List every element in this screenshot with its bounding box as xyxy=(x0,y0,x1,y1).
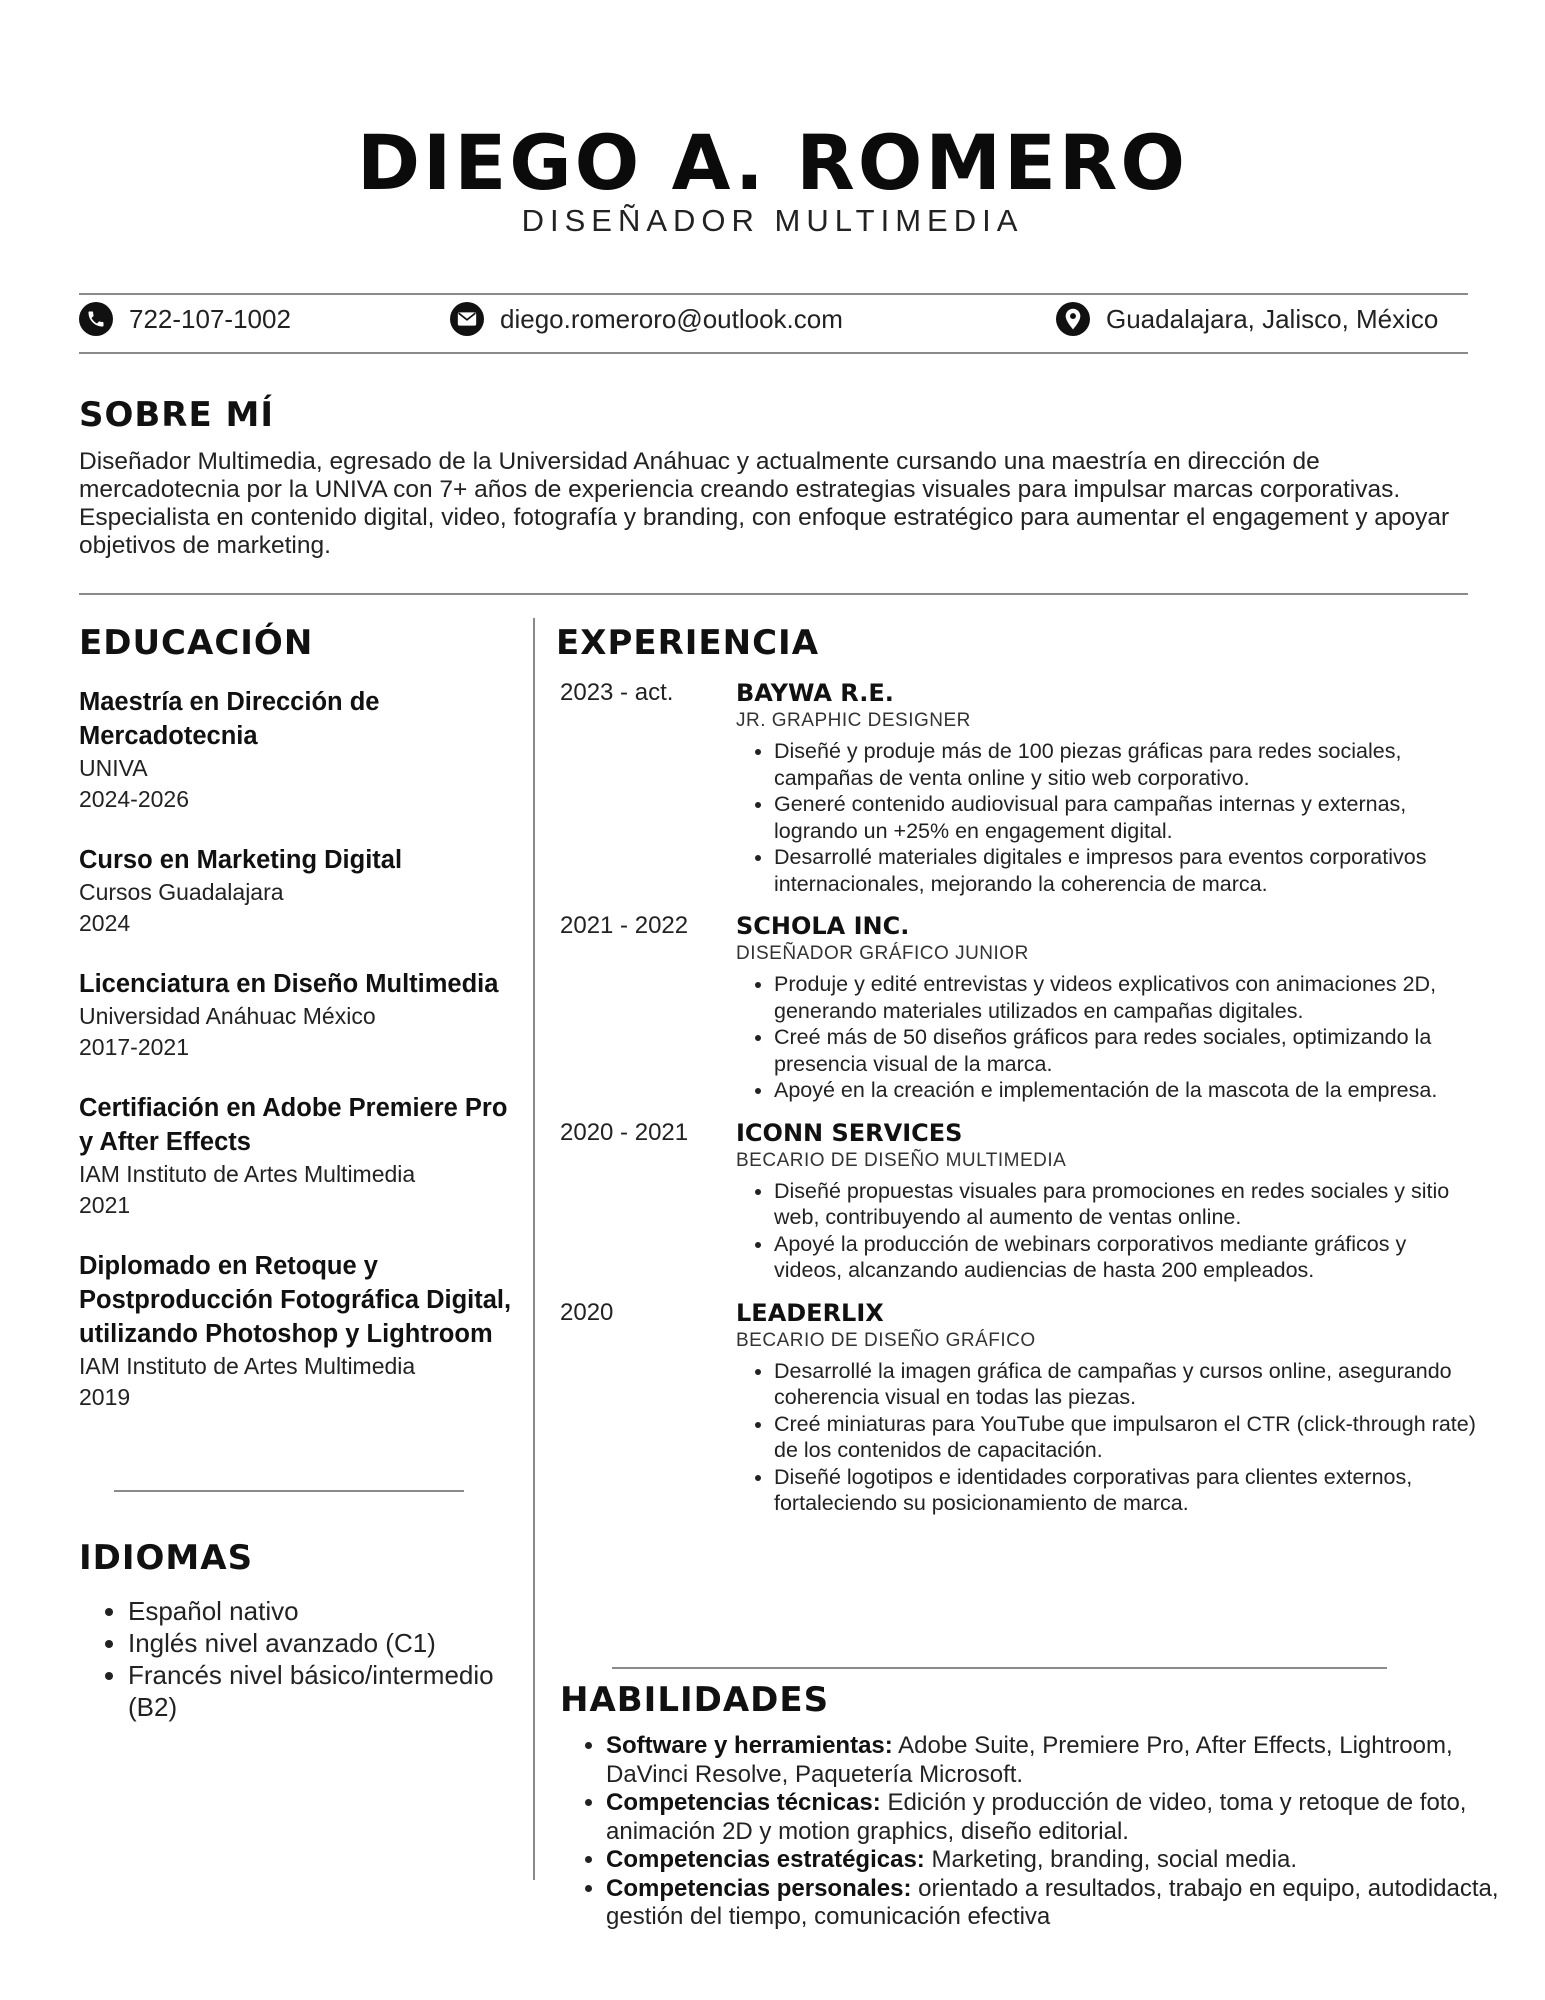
education-item xyxy=(79,967,519,1063)
education-institution: IAM Instituto de Artes Multimedia xyxy=(79,1161,416,1187)
job-bullet: • Generé contenido audiovisual para campañas internas y externas, logrando un +25% en engagement digital. xyxy=(774,791,1480,844)
job-date: 2020 - 2021 xyxy=(560,1118,689,1146)
skill-item xyxy=(606,1846,1506,1875)
experience-list xyxy=(560,678,1480,1531)
job-date: 2021 - 2022 xyxy=(560,912,689,939)
job-date: 2020 xyxy=(560,1298,614,1326)
experience-heading: EXPERIENCIA xyxy=(556,623,820,663)
education-title: Licenciatura en Diseño Multimedia xyxy=(79,970,499,998)
skill-item xyxy=(606,1789,1506,1846)
language-item: • Español nativo xyxy=(128,1595,548,1627)
education-item xyxy=(79,1249,519,1413)
job-company: BAYWA R.E. xyxy=(736,679,894,707)
education-year: 2024 xyxy=(79,910,131,936)
job-bullet: • Diseñé logotipos e identidades corporativas para clientes externos, fortaleciendo su posicionamiento de marca. xyxy=(774,1464,1480,1517)
job-entry xyxy=(560,911,1480,1104)
skill-item xyxy=(606,1875,1506,1932)
job-entry xyxy=(560,1118,1480,1284)
education-item xyxy=(79,843,519,939)
languages-list xyxy=(100,1595,548,1723)
job-role: BECARIO DE DISEÑO MULTIMEDIA xyxy=(736,1149,1067,1171)
skill-label: Competencias técnicas: xyxy=(606,1789,881,1816)
divider-contact xyxy=(79,352,1468,354)
job-date: 2023 - act. xyxy=(560,679,674,706)
about-heading: SOBRE MÍ xyxy=(79,395,275,435)
skill-text: Marketing, branding, social media. xyxy=(924,1846,1297,1873)
education-title: Maestría en Dirección de Mercadotecnia xyxy=(79,688,380,750)
skill-text: orientado a resultados, trabajo en equipo, autodidacta, gestión del tiempo, comunicación efectiva xyxy=(606,1874,1499,1930)
contact-phone xyxy=(79,302,291,336)
job-role: JR. GRAPHIC DESIGNER xyxy=(736,710,971,731)
about-text: Diseñador Multimedia, egresado de la Universidad Anáhuac y actualmente cursando una maestría en dirección de mercadotecnia por la UNIVA con 7+ años de experiencia creando estrategias visuales para impulsar marcas corporativas. Especialista en contenido digital, video, fotografía y branding, con enfoque estratégico para aumentar el engagement y apoyar objetivos de marketing. xyxy=(79,448,1450,559)
candidate-name: DIEGO A. ROMERO xyxy=(356,118,1189,207)
job-bullet: • Desarrollé materiales digitales e impresos para eventos corporativos internacionales, mejorando la coherencia de marca. xyxy=(774,844,1480,897)
job-role: BECARIO DE DISEÑO GRÁFICO xyxy=(736,1329,1036,1351)
location-text: Guadalajara, Jalisco, México xyxy=(1106,303,1439,334)
job-bullet: • Creé más de 50 diseños gráficos para redes sociales, optimizando la presencia visual de la marca. xyxy=(774,1024,1480,1077)
job-company: ICONN SERVICES xyxy=(736,1118,963,1147)
job-company: SCHOLA INC. xyxy=(736,912,910,940)
skill-label: Software y herramientas: xyxy=(606,1732,893,1759)
job-bullets xyxy=(736,738,1480,897)
location-pin-icon xyxy=(1056,302,1090,336)
education-title: Diplomado en Retoque y Postproducción Fotográfica Digital, utilizando Photoshop y Lightroom xyxy=(79,1252,512,1348)
education-year: 2021 xyxy=(79,1192,131,1218)
job-bullet: • Creé miniaturas para YouTube que impulsaron el CTR (click-through rate) de los contenidos de capacitación. xyxy=(774,1411,1480,1464)
job-bullets xyxy=(736,1358,1480,1517)
divider-experience xyxy=(612,1667,1387,1669)
education-institution: Cursos Guadalajara xyxy=(79,879,284,905)
job-role: DISEÑADOR GRÁFICO JUNIOR xyxy=(736,943,1029,964)
education-item xyxy=(79,1091,519,1221)
divider-about xyxy=(79,593,1468,595)
education-heading: EDUCACIÓN xyxy=(79,623,314,663)
mail-icon xyxy=(450,302,484,336)
divider-top xyxy=(79,293,1468,295)
job-bullet: • Desarrollé la imagen gráfica de campañas y cursos online, asegurando coherencia visual en todas las piezas. xyxy=(774,1358,1480,1411)
education-institution: Universidad Anáhuac México xyxy=(79,1003,376,1029)
language-item: • Inglés nivel avanzado (C1) xyxy=(128,1627,548,1659)
skill-item xyxy=(606,1732,1506,1789)
skill-text: Adobe Suite, Premiere Pro, After Effects, Lightroom, DaVinci Resolve, Paquetería Microsoft. xyxy=(606,1732,1453,1788)
skill-text: Edición y producción de video, toma y retoque de foto, animación 2D y motion graphics, diseño editorial. xyxy=(606,1789,1467,1845)
job-entry xyxy=(560,678,1480,897)
job-bullet: • Diseñé propuestas visuales para promociones en redes sociales y sitio web, contribuyendo al aumento de ventas online. xyxy=(774,1178,1480,1231)
job-bullets xyxy=(736,971,1480,1104)
education-title: Curso en Marketing Digital xyxy=(79,846,403,874)
email-text[interactable]: diego.romeroro@outlook.com xyxy=(500,303,843,334)
education-year: 2019 xyxy=(79,1384,131,1410)
skills-heading: HABILIDADES xyxy=(560,1680,830,1720)
skill-label: Competencias personales: xyxy=(606,1874,912,1902)
job-entry xyxy=(560,1298,1480,1517)
education-list xyxy=(79,685,519,1441)
skills-list xyxy=(580,1732,1506,1932)
job-bullet: • Produje y edité entrevistas y videos explicativos con animaciones 2D, generando materiales utilizados en campañas digitales. xyxy=(774,971,1480,1024)
job-bullet: • Diseñé y produje más de 100 piezas gráficas para redes sociales, campañas de venta online y sitio web corporativo. xyxy=(774,738,1480,791)
languages-heading: IDIOMAS xyxy=(79,1538,254,1578)
job-company: LEADERLIX xyxy=(736,1298,884,1327)
divider-education xyxy=(114,1490,464,1492)
job-bullets xyxy=(736,1178,1480,1284)
candidate-title: DISEÑADOR MULTIMEDIA xyxy=(521,203,1024,238)
job-bullet: • Apoyé en la creación e implementación de la mascota de la empresa. xyxy=(774,1077,1480,1104)
education-year: 2017-2021 xyxy=(79,1034,189,1060)
education-institution: IAM Instituto de Artes Multimedia xyxy=(79,1353,416,1379)
job-bullet: • Apoyé la producción de webinars corporativos mediante gráficos y videos, alcanzando audiencias de hasta 200 empleados. xyxy=(774,1231,1480,1284)
education-year: 2024-2026 xyxy=(79,786,189,812)
skill-label: Competencias estratégicas: xyxy=(606,1846,925,1873)
education-institution: UNIVA xyxy=(79,755,148,781)
education-item xyxy=(79,685,519,815)
phone-text[interactable]: 722-107-1002 xyxy=(129,303,291,334)
contact-email xyxy=(450,302,843,336)
language-item: • Francés nivel básico/intermedio (B2) xyxy=(128,1659,548,1723)
education-title: Certifiación en Adobe Premiere Pro y After Effects xyxy=(79,1094,508,1156)
phone-icon xyxy=(79,302,113,336)
contact-location xyxy=(1056,302,1438,336)
